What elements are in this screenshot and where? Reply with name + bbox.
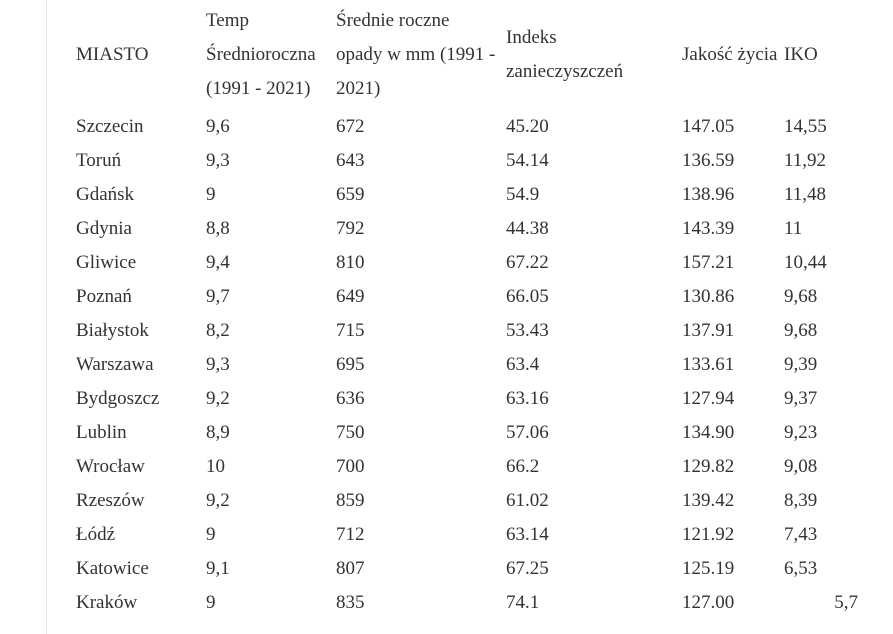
city-ranking-table bbox=[70, 0, 858, 620]
cell-pollution: 63.16 bbox=[506, 388, 549, 409]
cell-city: Katowice bbox=[76, 558, 149, 579]
cell-pollution: 53.43 bbox=[506, 320, 549, 341]
cell-pollution: 63.4 bbox=[506, 354, 540, 375]
cell-quality: 127.00 bbox=[682, 592, 735, 613]
cell-temp: 9,3 bbox=[206, 150, 230, 171]
cell-pollution: 45.20 bbox=[506, 116, 549, 137]
cell-quality: 133.61 bbox=[682, 354, 735, 375]
cell-pollution: 57.06 bbox=[506, 422, 549, 443]
table-row bbox=[70, 314, 858, 348]
cell-rain: 859 bbox=[336, 490, 365, 511]
cell-temp: 9,6 bbox=[206, 116, 230, 137]
cell-rain: 695 bbox=[336, 354, 365, 375]
cell-temp: 9 bbox=[206, 592, 216, 613]
cell-city: Gdańsk bbox=[76, 184, 135, 205]
table-row bbox=[70, 144, 858, 178]
cell-rain: 649 bbox=[336, 286, 365, 307]
header-city: MIASTO bbox=[76, 44, 149, 65]
cell-pollution: 54.9 bbox=[506, 184, 540, 205]
cell-city: Białystok bbox=[76, 320, 149, 341]
table-body bbox=[70, 110, 858, 620]
cell-pollution: 66.2 bbox=[506, 456, 540, 477]
cell-temp: 9,1 bbox=[206, 558, 230, 579]
cell-temp: 9,2 bbox=[206, 490, 230, 511]
cell-iko: 5,7 bbox=[834, 592, 858, 613]
cell-city: Lublin bbox=[76, 422, 127, 443]
cell-temp: 9,2 bbox=[206, 388, 230, 409]
cell-city: Wrocław bbox=[76, 456, 145, 477]
cell-rain: 672 bbox=[336, 116, 365, 137]
cell-city: Gdynia bbox=[76, 218, 132, 239]
table-row bbox=[70, 178, 858, 212]
cell-iko: 7,43 bbox=[784, 524, 818, 545]
cell-quality: 125.19 bbox=[682, 558, 735, 579]
cell-iko: 9,08 bbox=[784, 456, 818, 477]
cell-temp: 8,8 bbox=[206, 218, 230, 239]
cell-rain: 807 bbox=[336, 558, 365, 579]
cell-city: Rzeszów bbox=[76, 490, 145, 511]
cell-quality: 130.86 bbox=[682, 286, 735, 307]
cell-temp: 9,3 bbox=[206, 354, 230, 375]
header-rain: Średnie roczne opady w mm (1991 - 2021) bbox=[336, 10, 496, 99]
cell-iko: 9,68 bbox=[784, 286, 818, 307]
cell-quality: 137.91 bbox=[682, 320, 735, 341]
cell-quality: 157.21 bbox=[682, 252, 735, 273]
cell-rain: 643 bbox=[336, 150, 365, 171]
content-left-border bbox=[46, 0, 47, 634]
cell-iko: 14,55 bbox=[784, 116, 827, 137]
cell-iko: 6,53 bbox=[784, 558, 818, 579]
header-row bbox=[70, 0, 858, 110]
table-row bbox=[70, 382, 858, 416]
cell-iko: 8,39 bbox=[784, 490, 818, 511]
cell-pollution: 61.02 bbox=[506, 490, 549, 511]
cell-iko: 9,23 bbox=[784, 422, 818, 443]
cell-temp: 10 bbox=[206, 456, 225, 477]
cell-pollution: 74.1 bbox=[506, 592, 540, 613]
cell-iko: 9,39 bbox=[784, 354, 818, 375]
table-row bbox=[70, 280, 858, 314]
cell-iko: 10,44 bbox=[784, 252, 827, 273]
cell-pollution: 54.14 bbox=[506, 150, 549, 171]
cell-quality: 121.92 bbox=[682, 524, 735, 545]
cell-city: Poznań bbox=[76, 286, 132, 307]
cell-rain: 792 bbox=[336, 218, 365, 239]
cell-temp: 9 bbox=[206, 524, 216, 545]
cell-rain: 659 bbox=[336, 184, 365, 205]
header-temp: Temp Średnioroczna (1991 - 2021) bbox=[206, 10, 316, 99]
cell-city: Łódź bbox=[76, 524, 116, 545]
table-row bbox=[70, 110, 858, 144]
cell-quality: 136.59 bbox=[682, 150, 735, 171]
cell-iko: 9,37 bbox=[784, 388, 818, 409]
cell-quality: 147.05 bbox=[682, 116, 735, 137]
cell-pollution: 67.25 bbox=[506, 558, 549, 579]
cell-quality: 143.39 bbox=[682, 218, 735, 239]
cell-iko: 11 bbox=[784, 218, 803, 239]
header-pollution: Indeks zanieczyszczeń bbox=[506, 27, 624, 82]
cell-temp: 8,2 bbox=[206, 320, 230, 341]
table-row bbox=[70, 518, 858, 552]
cell-quality: 138.96 bbox=[682, 184, 735, 205]
cell-temp: 8,9 bbox=[206, 422, 230, 443]
table-row bbox=[70, 416, 858, 450]
cell-quality: 134.90 bbox=[682, 422, 735, 443]
table-header bbox=[70, 0, 858, 110]
cell-pollution: 63.14 bbox=[506, 524, 549, 545]
table-row bbox=[70, 348, 858, 382]
cell-quality: 139.42 bbox=[682, 490, 735, 511]
cell-pollution: 44.38 bbox=[506, 218, 549, 239]
cell-rain: 712 bbox=[336, 524, 365, 545]
table-row bbox=[70, 212, 858, 246]
cell-city: Gliwice bbox=[76, 252, 137, 273]
cell-iko: 11,48 bbox=[784, 184, 827, 205]
cell-iko: 9,68 bbox=[784, 320, 818, 341]
cell-rain: 835 bbox=[336, 592, 365, 613]
cell-pollution: 66.05 bbox=[506, 286, 549, 307]
cell-rain: 636 bbox=[336, 388, 365, 409]
cell-rain: 750 bbox=[336, 422, 365, 443]
cell-city: Kraków bbox=[76, 592, 138, 613]
cell-city: Szczecin bbox=[76, 116, 144, 137]
cell-quality: 129.82 bbox=[682, 456, 735, 477]
cell-iko: 11,92 bbox=[784, 150, 827, 171]
table-row bbox=[70, 484, 858, 518]
cell-temp: 9,7 bbox=[206, 286, 230, 307]
table-row bbox=[70, 552, 858, 586]
header-quality: Jakość życia bbox=[682, 44, 778, 65]
table-row bbox=[70, 246, 858, 280]
cell-pollution: 67.22 bbox=[506, 252, 549, 273]
cell-city: Bydgoszcz bbox=[76, 388, 160, 409]
cell-city: Toruń bbox=[76, 150, 122, 171]
cell-quality: 127.94 bbox=[682, 388, 735, 409]
cell-city: Warszawa bbox=[76, 354, 154, 375]
cell-temp: 9,4 bbox=[206, 252, 230, 273]
table-row bbox=[70, 450, 858, 484]
cell-rain: 810 bbox=[336, 252, 365, 273]
table-row bbox=[70, 586, 858, 620]
cell-rain: 715 bbox=[336, 320, 365, 341]
cell-rain: 700 bbox=[336, 456, 365, 477]
cell-temp: 9 bbox=[206, 184, 216, 205]
header-iko: IKO bbox=[784, 44, 818, 65]
